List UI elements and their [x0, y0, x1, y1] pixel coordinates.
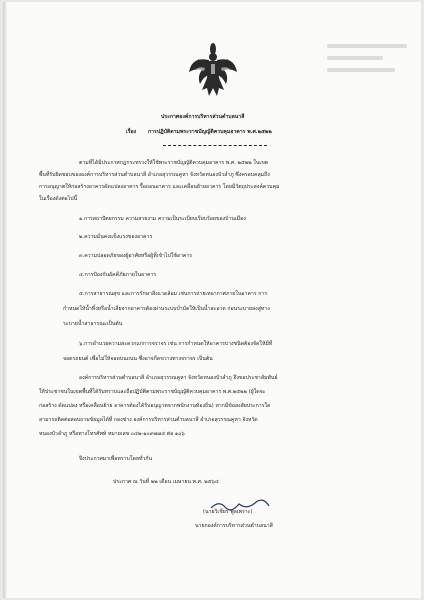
list-item: ๖.การอำนวยความสะดวกแก่การจราจร เช่น การกำหนดให้อาคารบางชนิดต้องจัดให้มีที่: [79, 341, 273, 347]
closing-line: องค์การบริหารส่วนตำบลนาสี อำเภอสุวรรณคูหา จังหวัดหนองบัวลำภู จึงขอประชาสัมพันธ์: [79, 375, 278, 381]
list-item-continuation: ระบายน้ำสาธารณะเป็นต้น: [63, 321, 123, 327]
closing-line: ให้ประชาชนในเขตพื้นที่ได้รับทราบและถือปฏิบัติตามพระราชบัญญัติควบคุมอาคาร พ.ศ.๒๕๒๒ (ผู้ใดจะ: [39, 389, 266, 395]
list-item: ๒.ความมั่นคงแข็งแรงของอาคาร: [79, 234, 153, 240]
garuda-emblem-icon: [188, 42, 238, 100]
list-item-continuation: จอดรถยนต์ เพื่อไม่ให้จอดบนถนน ซึ่งอาจกีดขวางทางจราจร เป็นต้น: [63, 356, 213, 362]
bleed-through-text: [327, 36, 407, 80]
scan-edge-shadow: [3, 2, 7, 598]
list-item-continuation: กำหนดให้น้ำทิ้งหรือน้ำเสียจากอาคารต้องผ่านระบบบำบัดให้เป็นน้ำสะอาด ก่อนระบายลงสู่ทาง: [63, 306, 270, 312]
list-item: ๔.การป้องกันอัคคีภัยภายในอาคาร: [79, 272, 157, 278]
closing-line: หนองบัวลำภู หรือทางโทรศัพท์ หมายเลข ๐๔๒-๑๐๙๗๗๔ ต่อ ๑๐๖: [39, 431, 185, 437]
date-line: ประกาศ ณ วันที่ ๒๒ เดือน เมษายน พ.ศ. ๒๕๖๔: [113, 479, 219, 485]
list-item: ๕.การสาธารณสุข และการรักษาสิ่งแวดล้อม เช่นการถ่ายเทอากาศภายในอาคาร การ: [79, 291, 268, 297]
separator-line: [163, 145, 267, 146]
document-subject: การปฏิบัติตามพระราชบัญญัติควบคุมอาคาร พ.ศ.๒๕๒๒: [148, 129, 272, 135]
intro-line: การอนุญาตให้ก่อสร้างอาคารดัดแปลงอาคาร รื้อถอนอาคาร และเคลื่อนย้ายอาคาร โดยมีวัตถุประสงค์ควบคุม: [39, 184, 280, 190]
document-page: [3, 2, 421, 598]
signer-name: (นายวิเชียร พูลเพราะ): [203, 509, 253, 515]
closing-line: สามารถติดต่อสอบถามข้อมูลได้ที่ กองช่าง องค์การบริหารส่วนตำบลนาสี อำเภอสุวรรณคูหา จังหวัด: [39, 417, 258, 423]
document-heading: ประกาศองค์การบริหารส่วนตำบลนาสี: [161, 114, 245, 120]
intro-line: ในเรื่องดังต่อไปนี้: [39, 196, 78, 202]
signer-title: นายกองค์การบริหารส่วนตำบลนาสี: [195, 523, 273, 529]
subject-label: เรื่อง: [126, 129, 137, 135]
closing-line: ก่อสร้าง ดัดแปลง หรือเคลื่อนย้าย อาคารต้องได้รับอนุญาตจากพนักงานท้องถิ่น) หากมีข้อสงสัยประการใด: [39, 403, 271, 409]
intro-line: พื้นที่รับผิดชอบขององค์การบริหารส่วนตำบลนาสี อำเภอสุวรรณคูหา จังหวัดหนองบัวลำภู ซึ่งครอบคลุมถึง: [39, 172, 270, 178]
list-item: ๑.การสถาปัตยกรรม ความสวยงาม ความเป็นระเบียบเรียบร้อยของบ้านเมือง: [79, 216, 246, 222]
announcement-line: จึงประกาศมาเพื่อทราบโดยทั่วกัน: [79, 456, 153, 462]
list-item: ๓.ความปลอดภัยของผู้อาศัยหรือผู้ที่เข้าไปใช้อาคาร: [79, 253, 193, 259]
intro-line: ตามที่ได้มีประกาศกฎกระทรวงให้ใช้พระราชบัญญัติควบคุมอาคาร พ.ศ. ๒๕๒๒ ในเขต: [79, 160, 269, 166]
